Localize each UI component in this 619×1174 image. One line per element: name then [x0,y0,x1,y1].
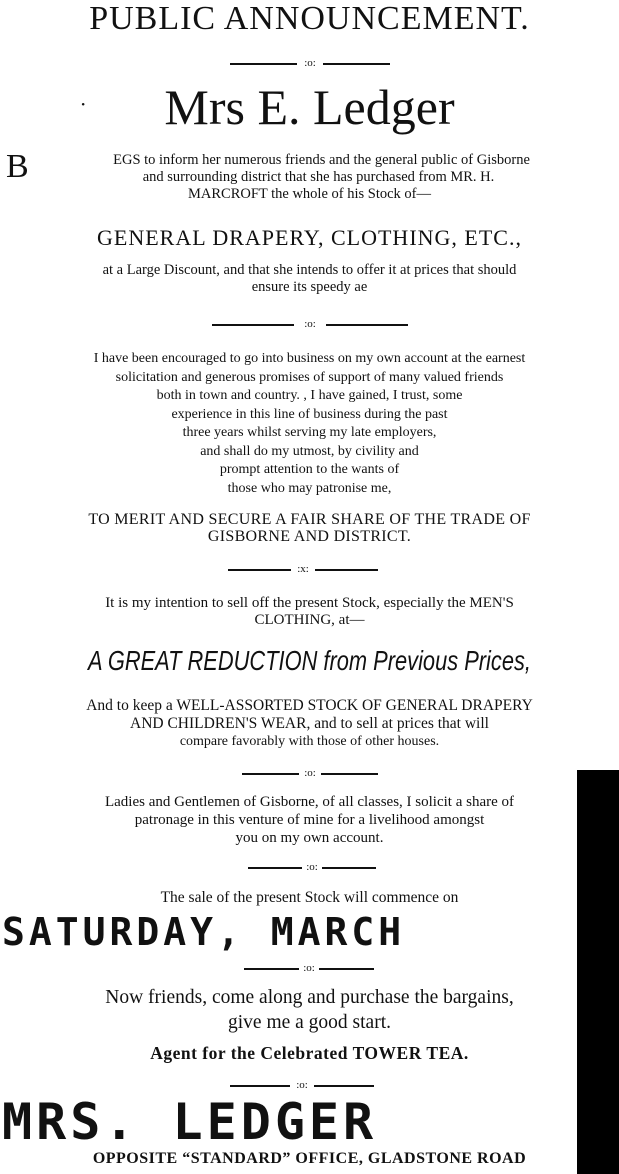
signature: MRS. LEDGER [2,1093,378,1151]
divider: :x: [228,562,378,576]
line: experience in this line of business during the past [171,406,448,422]
line: and surrounding district that she has purchased from MR. H. [142,169,495,185]
sale-date: SATURDAY, MARCH [2,910,406,954]
line: I have been encouraged to go into business on my own account at the earnest [93,351,526,366]
reduction-banner: A GREAT REDUCTION from Previous Prices, [88,645,531,676]
merit-statement [0,511,619,545]
drop-cap: B [6,148,29,185]
line: And to keep a WELL-ASSORTED STOCK OF GENERAL DRAPERY [86,697,533,714]
line: prompt attention to the wants of [219,462,400,477]
stock-paragraph [0,697,619,751]
announcement-header: PUBLIC ANNOUNCEMENT. [89,0,530,37]
divider: :o: [242,766,378,780]
line: Now friends, come along and purchase the bargains, [105,987,514,1008]
line: those who may patronise me, [227,480,392,496]
line: and shall do my utmost, by civility and [200,443,419,459]
business-paragraph [0,350,619,498]
divider: :o: [230,1078,374,1092]
line: three years whilst serving my late employers, [182,425,437,440]
print-speck: · [80,92,87,116]
discount-paragraph [0,262,619,296]
line: GISBORNE AND DISTRICT. [207,528,412,545]
divider: :o: [212,317,408,331]
line: give me a good start. [228,1012,391,1033]
goods-heading: GENERAL DRAPERY, CLOTHING, ETC., [97,225,522,250]
line: compare favorably with those of other houses. [179,734,440,749]
address-line: OPPOSITE “STANDARD” OFFICE, GLADSTONE ROAD [92,1150,527,1167]
line: AND CHILDREN'S WEAR, and to sell at prices that will [130,715,489,732]
scan-dark-edge [577,770,619,1174]
line: MARCROFT the whole of his Stock of— [187,186,432,202]
line: patronage in this venture of mine for a livelihood amongst [134,812,485,828]
invitation-paragraph [0,985,619,1035]
advertiser-name: Mrs E. Ledger [164,79,455,135]
intention-paragraph [0,595,619,629]
line: at a Large Discount, and that she intends to offer it at prices that should [102,262,517,278]
sale-notice: The sale of the present Stock will commence on [160,889,459,906]
tea-agent-notice: Agent for the Celebrated TOWER TEA. [150,1043,469,1063]
line: It is my intention to sell off the present Stock, especially the MEN'S [105,595,514,611]
line: CLOTHING, at— [254,612,365,628]
divider: :o: [230,56,390,70]
line: you on my own account. [235,830,384,846]
line: TO MERIT AND SECURE A FAIR SHARE OF THE TRADE OF [88,511,531,528]
line: EGS to inform her numerous friends and the general public of Gisborne [113,152,530,168]
line: Ladies and Gentlemen of Gisborne, of all classes, I solicit a share of [104,794,515,810]
line: ensure its speedy ae [251,279,368,295]
divider: :o: [248,860,376,874]
line: both in town and country. , I have gained, I trust, some [156,388,463,403]
patronage-paragraph [0,793,619,847]
line: solicitation and generous promises of support of many valued friends [115,369,504,385]
intro-paragraph [0,152,619,203]
divider: :o: [244,961,374,975]
